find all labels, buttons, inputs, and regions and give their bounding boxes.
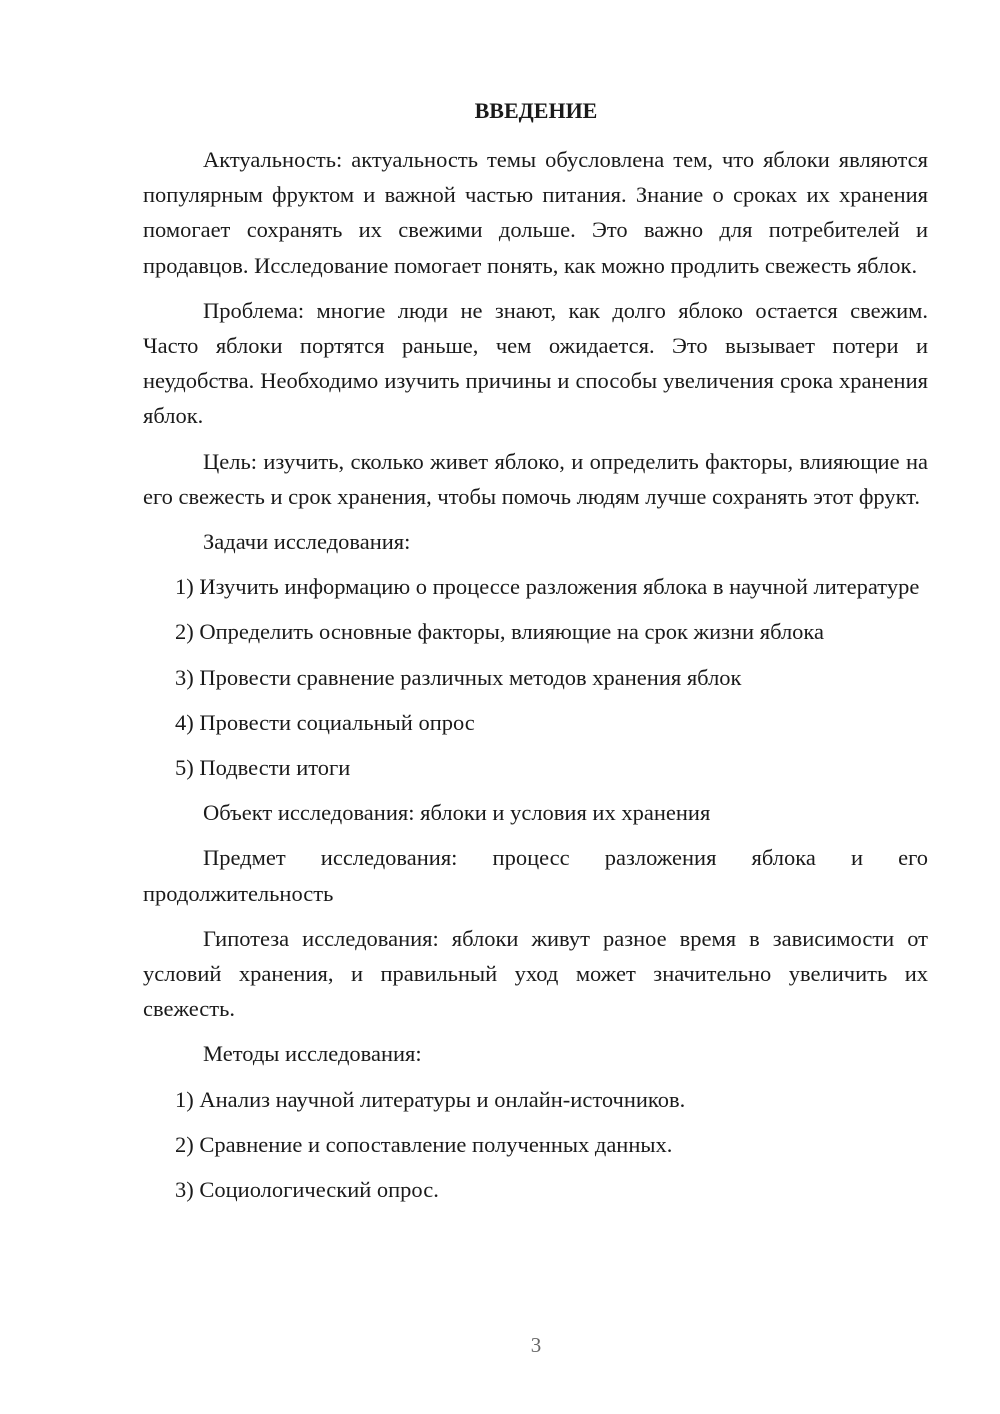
task-item-3: 3) Провести сравнение различных методов хранения яблок [175,664,742,690]
method-item-3: 3) Социологический опрос. [175,1177,439,1203]
paragraph-subject: Предмет исследования: процесс разложения яблока и его продолжительность [143,845,928,906]
page-number: 3 [530,1333,542,1357]
paragraph-problem: Проблема: многие люди не знают, как долго яблоко остается свежим. Часто яблоки портятся раньше, чем ожидается. Это вызывает потери и неудобства. Необходимо изучить причины и способы увеличения срока хранения яблок. [143,297,928,429]
methods-title: Методы исследования: [203,1041,422,1067]
tasks-title: Задачи исследования: [203,529,411,555]
document-body [143,142,928,1217]
task-item-2: 2) Определить основные факторы, влияющие на срок жизни яблока [175,619,825,645]
task-item-5: 5) Подвести итоги [175,755,351,781]
method-item-2: 2) Сравнение и сопоставление полученных данных. [175,1131,673,1157]
task-item-4: 4) Провести социальный опрос [175,709,475,735]
paragraph-hypothesis: Гипотеза исследования: яблоки живут разное время в зависимости от условий хранения, и правильный уход может значительно увеличить их свежесть. [143,925,928,1022]
paragraph-object: Объект исследования: яблоки и условия их хранения [203,800,711,826]
method-item-1: 1) Анализ научной литературы и онлайн-источников. [175,1086,686,1112]
section-heading: ВВЕДЕНИЕ [474,98,598,123]
task-item-1: 1) Изучить информацию о процессе разложения яблока в научной литературе [175,574,920,600]
paragraph-relevance: Актуальность: актуальность темы обусловлена тем, что яблоки являются популярным фруктом и важной частью питания. Знание о сроках их хранения помогает сохранять их свежими дольше. Это важно для потребителей и продавцов. Исследование помогает понять, как можно продлить свежесть яблок. [143,147,928,278]
paragraph-goal: Цель: изучить, сколько живет яблоко, и определить факторы, влияющие на его свежесть и срок хранения, чтобы помочь людям лучше сохранять этот фрукт. [143,448,928,509]
